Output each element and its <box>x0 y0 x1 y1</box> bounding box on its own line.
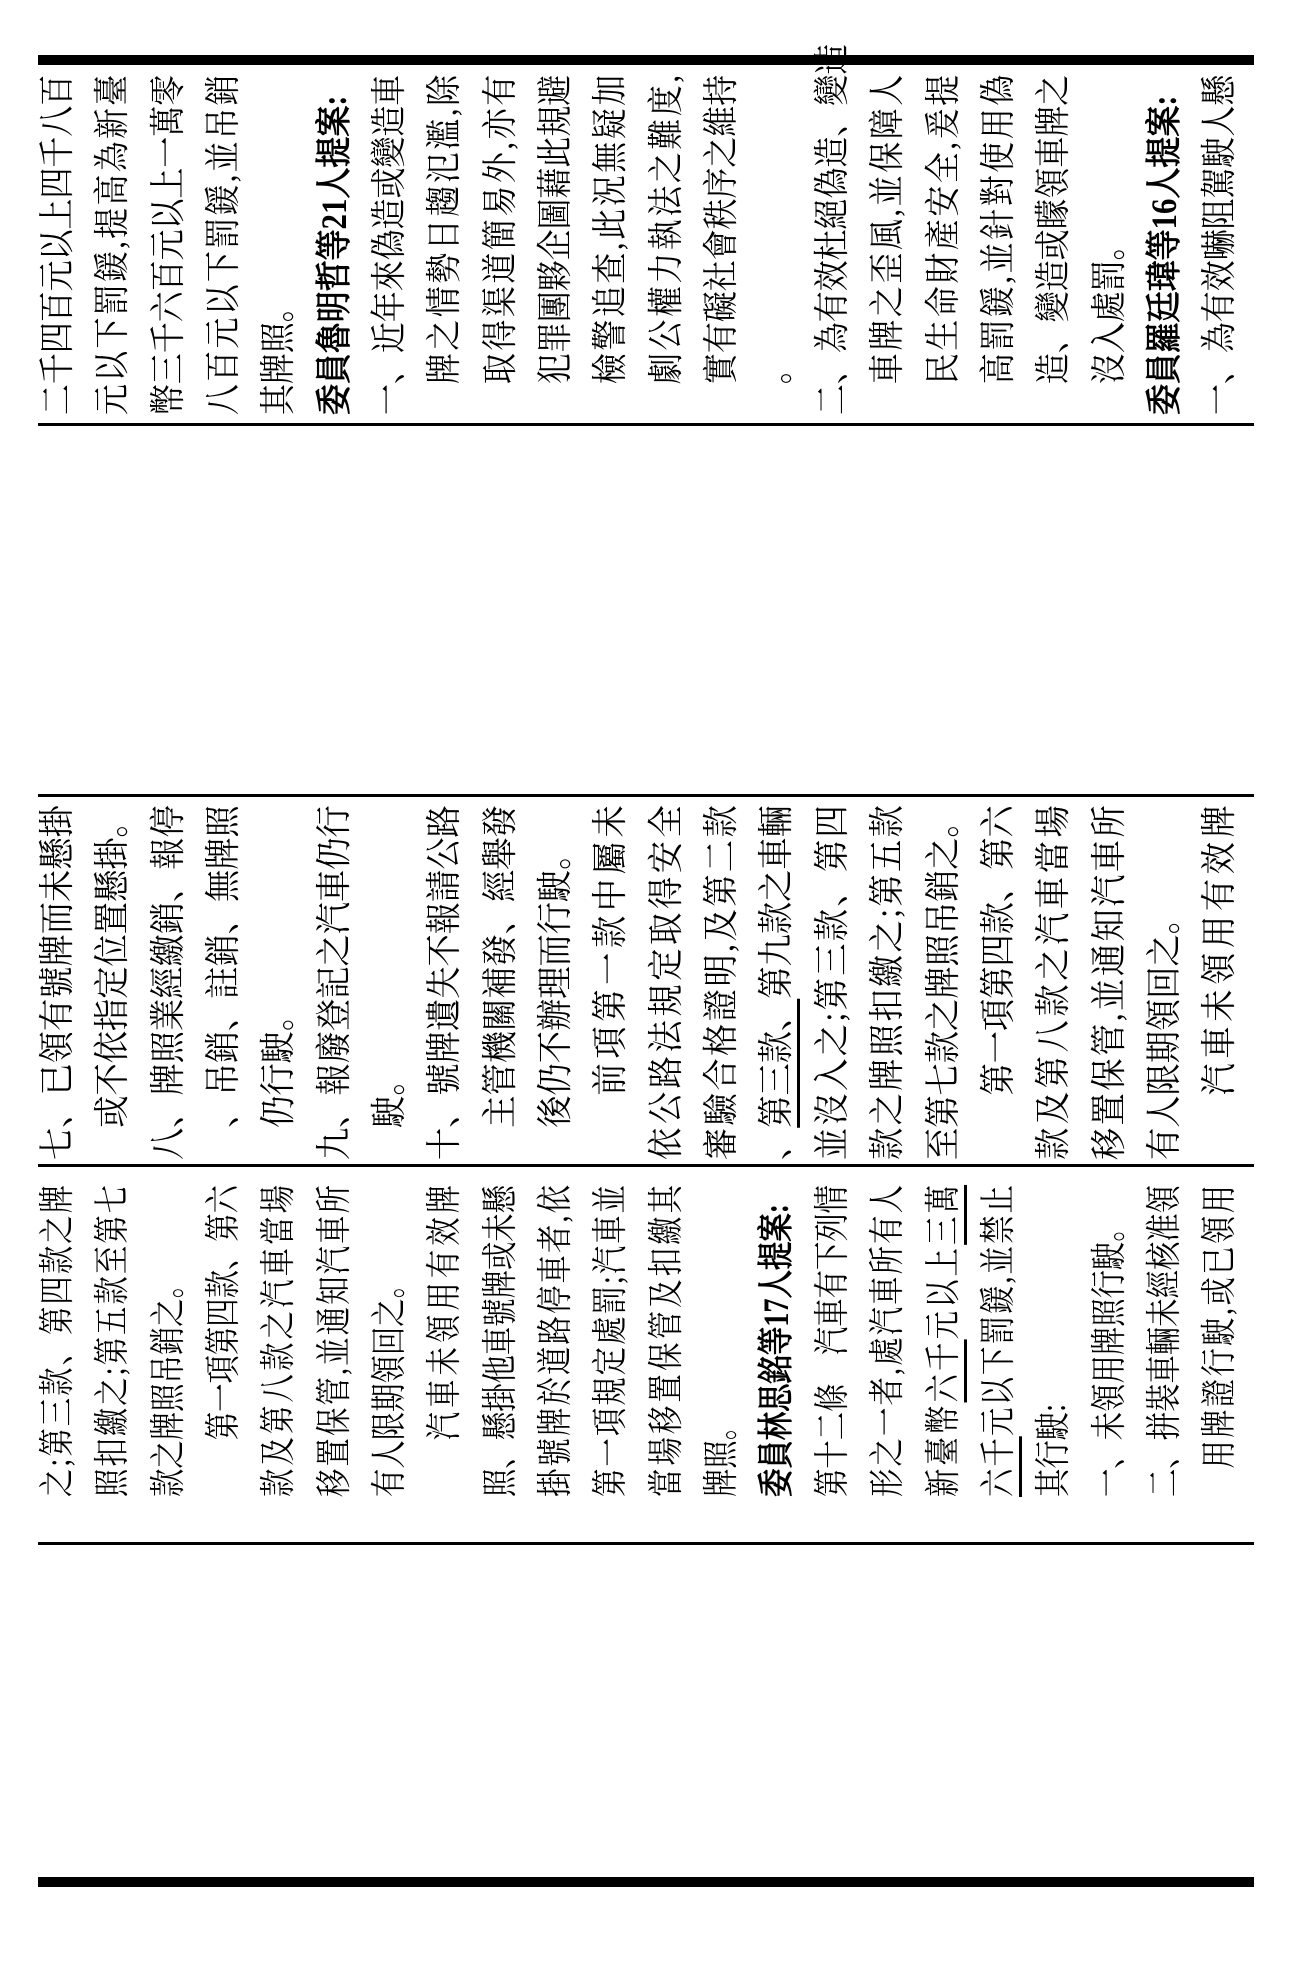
text-line <box>971 1185 1026 1497</box>
text-line <box>307 805 362 1160</box>
text-line <box>473 1185 528 1497</box>
text-run: 後仍不辦理而行駛。 <box>535 837 576 1128</box>
text-run: 、吊銷、註銷、無牌照 <box>203 805 244 1128</box>
table-column-proposal-current <box>30 766 1248 1160</box>
text-run: 主管機關補發、經舉發 <box>479 805 520 1128</box>
proposal-header-line <box>1137 37 1192 415</box>
text-run: 委員羅廷瑋等16人提案: <box>1143 95 1184 415</box>
text-line <box>528 766 583 1160</box>
text-line <box>805 1185 860 1497</box>
text-line <box>196 1185 251 1497</box>
text-run: 取得渠道簡易外,亦有 <box>479 74 520 385</box>
text-line <box>1192 805 1247 1160</box>
text-run: 第九款之車輛 <box>756 805 797 999</box>
text-line <box>85 1185 140 1497</box>
text-line <box>417 75 472 415</box>
text-line <box>1082 805 1137 1160</box>
text-run: 款之牌照吊銷之。 <box>147 1270 188 1497</box>
text-line <box>860 1185 915 1497</box>
text-line <box>583 75 638 415</box>
text-line <box>251 37 306 415</box>
text-run: 前項第一款中屬未 <box>590 805 631 1096</box>
text-run: 二千四百元以上四千八百 <box>37 74 77 415</box>
text-run: 造、變造或矇領車牌之 <box>1033 74 1074 385</box>
table-column-proposal-linsiming <box>30 1150 1248 1497</box>
proposal-header-line <box>307 37 362 415</box>
text-line <box>1082 37 1137 415</box>
text-line <box>639 1185 694 1497</box>
text-run: 掛號牌於道路停車者,依 <box>535 1184 576 1497</box>
text-run: 委員林思銘等17人提案: <box>756 1203 797 1497</box>
text-run: 委員魯明哲等21人提案: <box>313 95 354 415</box>
text-line <box>473 805 528 1160</box>
text-line <box>417 805 472 1160</box>
text-line <box>639 75 694 415</box>
text-run: 用牌證行駛,或已領用 <box>1199 1184 1240 1469</box>
text-run: 至第七款之牌照吊銷之。 <box>922 805 963 1160</box>
text-line <box>1192 1185 1247 1497</box>
text-line <box>362 766 417 1160</box>
text-line <box>85 75 140 415</box>
text-run: 有人限期領回之。 <box>1143 901 1184 1160</box>
text-line <box>307 1185 362 1497</box>
text-run: 依公路法規定取得安全 <box>645 805 686 1160</box>
text-line <box>30 1185 85 1497</box>
table-column-divider-4 <box>38 1542 1254 1545</box>
text-run: 或不依指定位置懸掛。 <box>92 805 133 1128</box>
text-run: 八、牌照業經繳銷、報停 <box>147 805 188 1160</box>
text-run: 犯罪團夥企圖藉此規避 <box>535 74 576 385</box>
table-column-explanation <box>30 37 1248 415</box>
text-line <box>916 1185 971 1497</box>
text-run: 當場移置保管及扣繳其 <box>645 1184 686 1497</box>
text-line <box>141 75 196 415</box>
underlined-amendment-text: 第三款、 <box>756 999 800 1128</box>
text-run: 元以下罰鍰,提高為新臺 <box>92 74 133 415</box>
text-line <box>362 75 417 415</box>
text-run: 其牌照。 <box>258 291 299 415</box>
text-line <box>971 805 1026 1160</box>
text-line <box>362 1150 417 1497</box>
text-run: 幣三千六百元以上一萬零 <box>147 74 188 415</box>
text-run: 其行駛: <box>1033 1404 1074 1497</box>
text-line <box>805 805 860 1160</box>
text-run: 之;第三款、第四款之牌 <box>37 1184 77 1497</box>
text-line <box>860 805 915 1160</box>
text-run: 新臺幣 <box>922 1402 963 1497</box>
text-line <box>141 805 196 1160</box>
text-line <box>583 1185 638 1497</box>
text-line <box>85 766 140 1160</box>
text-run: 第一項第四款、第六 <box>203 1184 244 1441</box>
text-run: 、 <box>756 1127 797 1160</box>
text-run: 牌照。 <box>701 1411 742 1497</box>
text-run: 款及第八款之汽車當場 <box>258 1184 299 1497</box>
text-line <box>1137 766 1192 1160</box>
text-run: 沒入處罰。 <box>1088 229 1129 385</box>
text-run: 汽車未領用有效牌 <box>424 1184 465 1441</box>
text-run: 有人限期領回之。 <box>369 1270 410 1497</box>
text-line <box>196 805 251 1160</box>
text-run: 汽車未領用有效牌 <box>1199 805 1240 1096</box>
text-run: 第一項第四款、第六 <box>977 805 1018 1096</box>
text-line <box>30 805 85 1160</box>
text-line <box>528 75 583 415</box>
text-line <box>749 37 804 415</box>
text-run: 車牌之歪風,並保障人 <box>867 74 908 385</box>
text-line <box>694 805 749 1160</box>
text-run: 實有礙社會秩序之維持 <box>701 74 742 385</box>
text-run: 劇公權力執法之難度, <box>645 74 686 385</box>
text-run: 民生命財產安全,爰提 <box>922 74 963 385</box>
text-line <box>1192 75 1247 415</box>
text-run: 元以下罰鍰,並禁止 <box>977 1184 1018 1437</box>
text-run: 一、未領用牌照行駛。 <box>1088 1213 1129 1497</box>
text-run: 檢警追查,此況無疑加 <box>590 74 631 385</box>
text-line <box>196 75 251 415</box>
text-line <box>639 805 694 1160</box>
text-line <box>473 75 528 415</box>
text-line <box>528 1185 583 1497</box>
text-run: 照、懸掛他車號牌或未懸 <box>479 1184 520 1497</box>
text-run: 移置保管,並通知汽車所 <box>313 1184 354 1497</box>
text-run: 七、已領有號牌而未懸掛 <box>37 805 77 1160</box>
text-run: 形之一者,處汽車所有人 <box>867 1184 908 1497</box>
text-line <box>860 75 915 415</box>
text-run: 一、近年來偽造或變造車 <box>369 74 410 415</box>
text-line <box>251 1185 306 1497</box>
table-column-divider-1 <box>38 423 1254 426</box>
text-line <box>251 766 306 1160</box>
text-line <box>583 805 638 1160</box>
text-line <box>1137 1185 1192 1497</box>
table-border-thick-2 <box>38 1877 1254 1887</box>
text-line <box>1026 75 1081 415</box>
underlined-amendment-text: 六千 <box>978 1436 1022 1497</box>
text-run: 仍行駛。 <box>258 998 299 1128</box>
text-line <box>30 75 85 415</box>
text-run: 八百元以下罰鍰,並吊銷 <box>203 74 244 415</box>
text-run: 駛。 <box>369 1063 410 1128</box>
text-run: 九、報廢登記之汽車仍行 <box>313 805 354 1160</box>
text-line <box>749 805 804 1160</box>
text-line <box>916 766 971 1160</box>
text-line <box>417 1185 472 1497</box>
text-run: 並沒入之;第三款、第四 <box>811 805 852 1160</box>
text-line <box>971 75 1026 415</box>
text-line <box>916 75 971 415</box>
text-run: 高罰鍰,並針對使用偽 <box>977 74 1018 385</box>
text-line <box>694 1150 749 1497</box>
text-run: 第一項規定處罰;汽車並 <box>590 1184 631 1497</box>
text-run: 審驗合格證明,及第二款 <box>701 805 742 1160</box>
text-run: 元以上 <box>922 1244 963 1340</box>
underlined-amendment-text: 六千 <box>923 1339 967 1402</box>
text-line <box>1082 1150 1137 1497</box>
text-run: 牌之情勢日趨氾濫,除 <box>424 74 465 385</box>
text-line <box>141 1150 196 1497</box>
text-run: 款及第八款之汽車當場 <box>1033 805 1074 1160</box>
text-run: 款之牌照扣繳之;第五款 <box>867 805 908 1160</box>
underlined-amendment-text: 三萬 <box>923 1185 967 1245</box>
proposal-header-line <box>749 1150 804 1497</box>
text-line <box>1026 805 1081 1160</box>
text-run: 第十二條 汽車有下列情 <box>811 1184 852 1497</box>
text-run: 一、為有效嚇阻駕駛人懸 <box>1199 74 1240 415</box>
text-line <box>805 43 860 415</box>
text-line <box>694 75 749 415</box>
text-run: 二、拼裝車輛未經核准領 <box>1143 1184 1184 1497</box>
text-run: 移置保管,並通知汽車所 <box>1088 805 1129 1160</box>
text-line <box>1026 1150 1081 1497</box>
text-run: 二、為有效杜絕偽造、變造 <box>811 43 852 415</box>
text-run: 十、號牌遺失不報請公路 <box>424 805 465 1160</box>
text-run: 。 <box>756 353 797 385</box>
text-run: 照扣繳之;第五款至第七 <box>92 1184 133 1497</box>
